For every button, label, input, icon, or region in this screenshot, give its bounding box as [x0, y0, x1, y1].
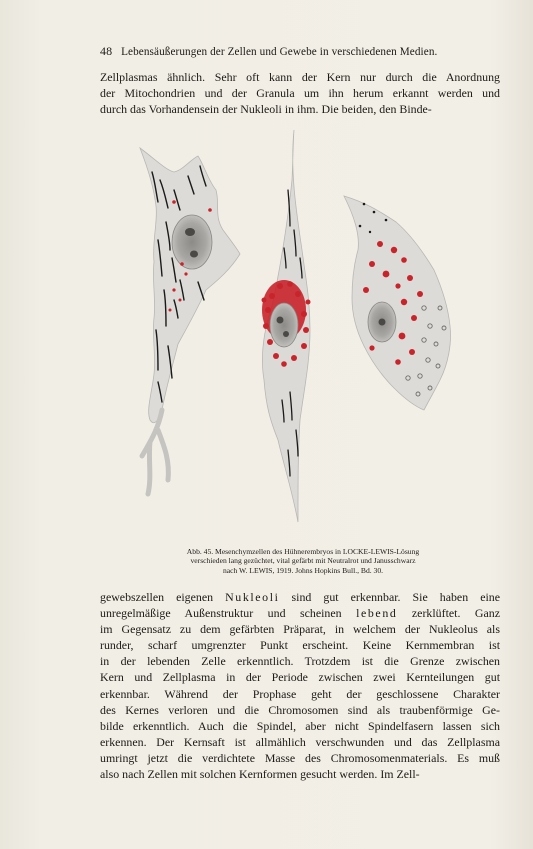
text-line: des Kernes verloren und die Chromosomen sind als traubenförmige Ge-	[100, 702, 500, 717]
text-line: der Mitochondrien und der Granula um ihn herum erkannt werden und	[100, 86, 500, 101]
cell-left-nucleolus	[190, 251, 198, 258]
text-run: sind gut erkennbar. Sie haben eine	[279, 590, 500, 604]
text-line: erkennen. Der Kernsaft ist allmählich verschwunden und das Zellplasma	[100, 734, 500, 749]
cell-middle-nucleus	[270, 303, 298, 347]
text-run: gewebszellen eigenen	[100, 590, 226, 604]
emphasized-term: Nukleoli	[225, 590, 280, 604]
figure-mesenchyme-cells	[128, 130, 468, 545]
caption-line: nach W. LEWIS, 1919. Johns Hopkins Bull., Bd. 30.	[222, 565, 384, 575]
running-title: Lebensäußerungen der Zellen und Gewebe in verschiedenen Medien.	[121, 46, 438, 58]
text-line: Kern und Zellplasma in der Periode zwischen zwei Kernteilungen gut	[100, 670, 500, 685]
running-header	[100, 44, 500, 59]
caption-line: verschieden lang gezüchtet, vital gefärbt mit Neutralrot und Janusschwarz	[190, 556, 416, 566]
cell-right-cytoplasm	[344, 196, 451, 410]
text-line: im Gegensatz zu dem gefärbten Präparat, in welchem der Nukleolus als	[100, 622, 500, 637]
caption-line: Abb. 45. Mesenchymzellen des Hühnerembryos in LOCKE-LEWIS-Lösung	[186, 547, 420, 556]
cell-right	[344, 196, 451, 410]
text-line: erkennbar. Während der Prophase geht der geschlossene Charakter	[100, 686, 500, 701]
text-line: durch das Vorhandensein der Nukleoli in ihm. Die beiden, den Binde-	[100, 102, 432, 117]
cell-left	[140, 148, 240, 494]
text-line	[100, 605, 500, 621]
cell-middle	[262, 130, 311, 522]
paragraph-top	[100, 69, 500, 117]
cell-middle-nucleolus	[277, 317, 284, 324]
text-line: bilde erkenntlich. Auch die Spindel, aber nicht Spindelfasern lassen sich	[100, 718, 500, 733]
text-line: runder, scharf umgrenzter Punkt erscheint. Keine Kernmembran ist	[100, 638, 500, 653]
cell-right-nucleolus	[379, 319, 386, 326]
text-line: umringt jetzt die verdichtete Masse des Chromosomenmaterials. Es muß	[100, 750, 500, 765]
text-line	[100, 589, 500, 605]
cell-middle-nucleolus	[283, 331, 289, 337]
figure-caption	[138, 547, 468, 575]
text-line: in der lebenden Zelle erkenntlich. Trotzdem ist die Grenze zwischen	[100, 654, 500, 669]
cell-left-nucleolus	[185, 228, 195, 236]
cell-left-nucleus	[172, 215, 212, 269]
emphasized-term: lebend	[356, 606, 398, 621]
paragraph-bottom	[100, 589, 500, 782]
text-line: also nach Zellen mit solchen Kernformen gesucht werden. Im Zell-	[100, 767, 420, 782]
cell-left-cytoplasm	[140, 148, 240, 423]
page-number: 48	[100, 44, 113, 58]
text-run: unregelmäßige Außenstruktur und scheinen	[100, 606, 357, 621]
text-run: zerklüftet. Ganz	[397, 606, 501, 621]
text-line: Zellplasmas ähnlich. Sehr oft kann der Kern nur durch die Anordnung	[100, 70, 500, 84]
